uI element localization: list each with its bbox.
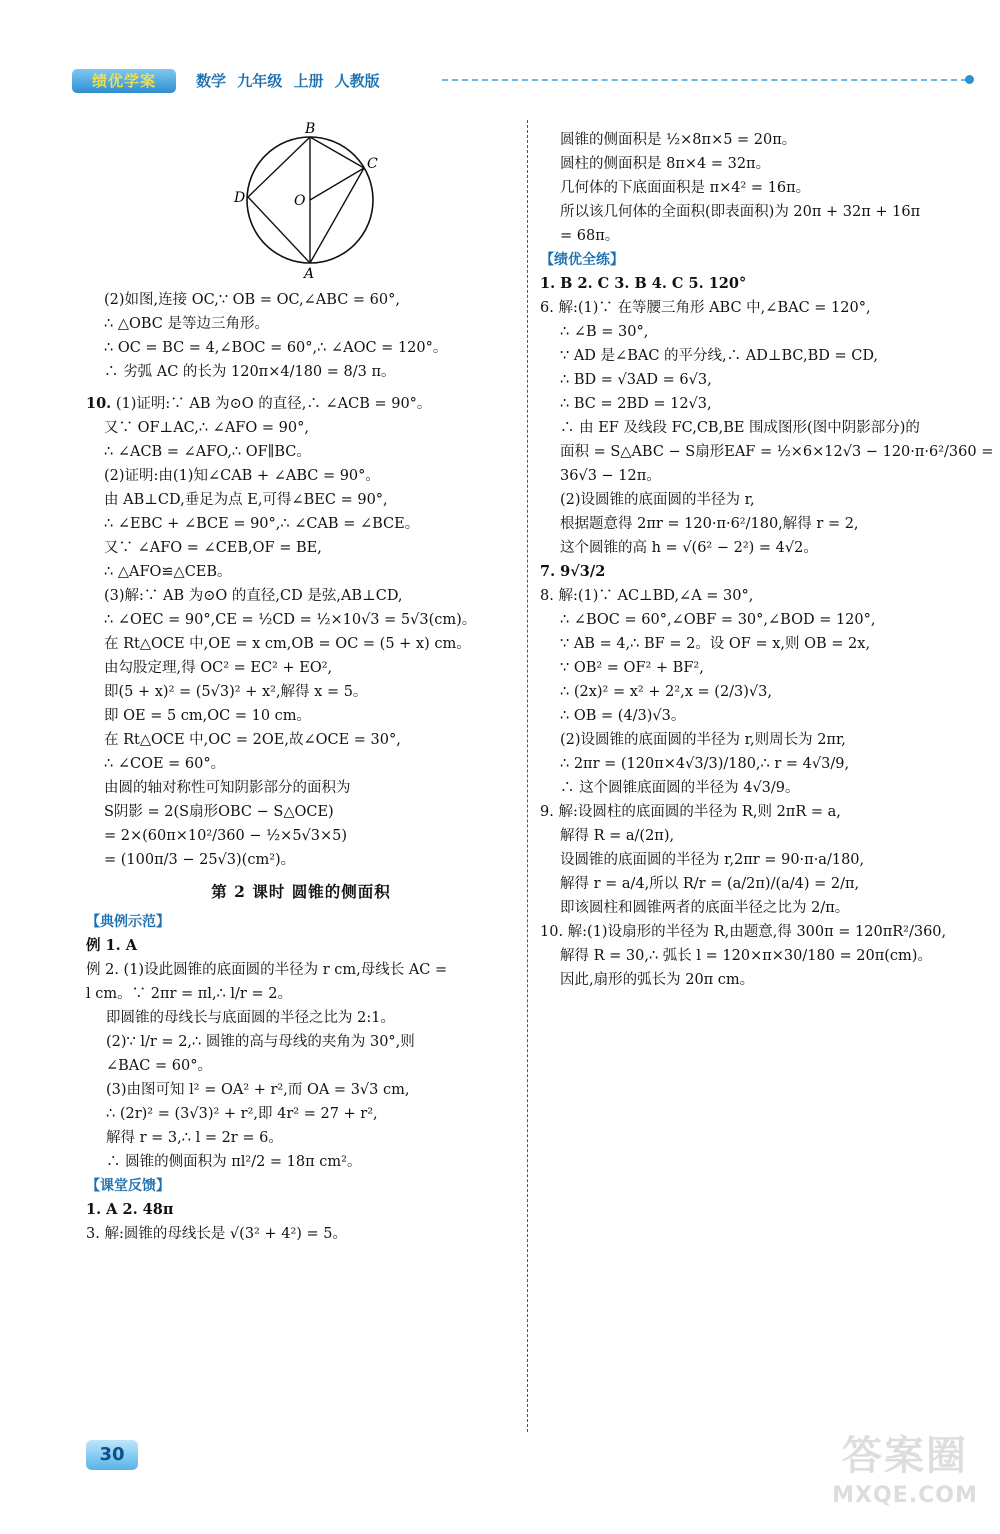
brand-logo: 绩优学案 <box>72 69 176 93</box>
segment-BC <box>310 137 364 168</box>
text-line: l cm。∵ 2πr = πl,∴ l/r = 2。 <box>86 986 292 1002</box>
watermark-url: MXQE.COM <box>832 1483 978 1508</box>
text-line: 由勾股定理,得 OC² = EC² + EO², <box>104 660 333 676</box>
text-line: 解得 r = a/4,所以 R/r = (a/2π)/(a/4) = 2/π, <box>560 876 860 892</box>
text-line: ∴ ∠B = 30°, <box>560 324 649 340</box>
label-C: C <box>367 156 378 172</box>
text-line: 所以该几何体的全面积(即表面积)为 20π + 32π + 16π <box>560 204 921 220</box>
text-line: 即该圆柱和圆锥两者的底面半径之比为 2/π。 <box>560 900 850 916</box>
text-line: (3)由图可知 l² = OA² + r²,而 OA = 3√3 cm, <box>106 1082 410 1098</box>
label-D: D <box>234 190 246 206</box>
header-dashed-line <box>442 79 967 81</box>
text-line: 10. 解:(1)设扇形的半径为 R,由题意,得 300π = 120πR²/360, <box>540 924 947 940</box>
text-line: ∴ (2r)² = (3√3)² + r²,即 4r² = 27 + r², <box>106 1106 378 1122</box>
text-line: 8. 解:(1)∵ AC⊥BD,∠A = 30°, <box>540 588 754 604</box>
tag-examples: 【典例示范】 <box>86 914 170 930</box>
text-line: 由圆的轴对称性可知阴影部分的面积为 <box>104 780 351 796</box>
text-line: ∴ ∠COE = 60°。 <box>104 756 226 772</box>
text-line: 圆锥的侧面积是 ½×8π×5 = 20π。 <box>560 132 797 148</box>
text-line: ∴ 这个圆锥底面圆的半径为 4√3/9。 <box>560 780 800 796</box>
answer-7: 7. 9√3/2 <box>540 563 606 580</box>
text-line: ∴ BC = 2BD = 12√3, <box>560 396 712 412</box>
left-column <box>86 120 516 1246</box>
text-line: 9. 解:设圆柱的底面圆的半径为 R,则 2πR = a, <box>540 804 841 820</box>
header-dot <box>965 75 974 84</box>
watermark-text: 答案圈 <box>842 1433 968 1479</box>
text-line: = 2×(60π×10²/360 − ½×5√3×5) <box>104 828 348 844</box>
text-line: ∴ △AFO≌△CEB。 <box>104 564 232 580</box>
book-title: 数学 九年级 上册 人教版 <box>196 72 380 90</box>
text-line: (3)解:∵ AB 为⊙O 的直径,CD 是弦,AB⊥CD, <box>104 588 403 604</box>
text-line: 由 AB⊥CD,垂足为点 E,可得∠BEC = 90°, <box>104 492 388 508</box>
text-line: 3. 解:圆锥的母线长是 √(3² + 4²) = 5。 <box>86 1226 348 1242</box>
text-span: (1)证明:∵ AB 为⊙O 的直径,∴ ∠ACB = 90°。 <box>115 396 432 412</box>
watermark <box>830 1430 980 1520</box>
text-line: ∴ (2x)² = x² + 2²,x = (2/3)√3, <box>560 684 773 700</box>
text-line: = 68π。 <box>560 228 620 244</box>
text-line: ∴ 劣弧 AC 的长为 120π×4/180 = 8/3 π。 <box>104 364 396 380</box>
text-line: ∴ 圆锥的侧面积为 πl²/2 = 18π cm²。 <box>106 1154 362 1170</box>
text-line: 圆柱的侧面积是 8π×4 = 32π。 <box>560 156 771 172</box>
text-line: 因此,扇形的弧长为 20π cm。 <box>560 972 755 988</box>
tag-feedback: 【课堂反馈】 <box>86 1178 170 1194</box>
text-line: ∵ AB = 4,∴ BF = 2。设 OF = x,则 OB = 2x, <box>560 636 871 652</box>
page-number: 30 <box>86 1440 138 1470</box>
text-line: (2)设圆锥的底面圆的半径为 r, <box>560 492 755 508</box>
circle-figure <box>86 120 516 280</box>
text-line: 例 2. (1)设此圆锥的底面圆的半径为 r cm,母线长 AC = <box>86 962 448 978</box>
answers-1-5: 1. B 2. C 3. B 4. C 5. 120° <box>540 275 747 292</box>
text-line: ∴ 2πr = (120π×4√3/3)/180,∴ r = 4√3/9, <box>560 756 850 772</box>
text-line: 这个圆锥的高 h = √(6² − 2²) = 4√2。 <box>560 540 818 556</box>
text-line: 面积 = S△ABC − S扇形EAF = ½×6×12√3 − 120·π·6²/360 = <box>560 444 994 460</box>
text-line: 几何体的下底面面积是 π×4² = 16π。 <box>560 180 811 196</box>
text-line: 6. 解:(1)∵ 在等腰三角形 ABC 中,∠BAC = 120°, <box>540 300 871 316</box>
label-B: B <box>305 121 316 137</box>
text-line: ∵ OB² = OF² + BF², <box>560 660 704 676</box>
text-line: (2)证明:由(1)知∠CAB + ∠ABC = 90°。 <box>104 468 380 484</box>
question-10-line <box>86 392 516 416</box>
text-line: 即圆锥的母线长与底面圆的半径之比为 2:1。 <box>106 1010 395 1026</box>
text-line: 又∵ OF⊥AC,∴ ∠AFO = 90°, <box>104 420 309 436</box>
text-line: ∴ ∠ACB = ∠AFO,∴ OF∥BC。 <box>104 444 311 460</box>
text-line: 即 OE = 5 cm,OC = 10 cm。 <box>104 708 312 724</box>
text-line: ∴ 由 EF 及线段 FC,CB,BE 围成图形(图中阴影部分)的 <box>560 420 920 436</box>
text-line: ∴ BD = √3AD = 6√3, <box>560 372 712 388</box>
segment-CA <box>310 168 364 263</box>
text-line: 解得 R = 30,∴ 弧长 l = 120×π×30/180 = 20π(cm)。 <box>560 948 932 964</box>
text-line: = (100π/3 − 25√3)(cm²)。 <box>104 852 296 868</box>
right-column <box>540 128 994 992</box>
text-line: 在 Rt△OCE 中,OE = x cm,OB = OC = (5 + x) cm。 <box>104 636 471 652</box>
label-A: A <box>304 266 315 280</box>
section-title: 第 2 课时 圆锥的侧面积 <box>211 882 391 901</box>
text-line: 设圆锥的底面圆的半径为 r,2πr = 90·π·a/180, <box>560 852 865 868</box>
question-number: 10. <box>86 395 112 412</box>
text-line: ∵ AD 是∠BAC 的平分线,∴ AD⊥BC,BD = CD, <box>560 348 879 364</box>
segment-OC <box>310 168 364 200</box>
text-line: ∠BAC = 60°。 <box>106 1058 212 1074</box>
text-line: ∴ ∠EBC + ∠BCE = 90°,∴ ∠CAB = ∠BCE。 <box>104 516 420 532</box>
tag-practice: 【绩优全练】 <box>540 252 624 268</box>
feedback-answers: 1. A 2. 48π <box>86 1201 174 1218</box>
text-line: (2)∵ l/r = 2,∴ 圆锥的高与母线的夹角为 30°,则 <box>106 1034 415 1050</box>
text-line: (2)如图,连接 OC,∵ OB = OC,∠ABC = 60°, <box>104 292 400 308</box>
text-line: 解得 R = a/(2π), <box>560 828 675 844</box>
text-line: ∴ ∠OEC = 90°,CE = ½CD = ½×10√3 = 5√3(cm)。 <box>104 612 477 628</box>
text-line: 在 Rt△OCE 中,OC = 2OE,故∠OCE = 30°, <box>104 732 401 748</box>
text-line: ∴ OB = (4/3)√3。 <box>560 708 686 724</box>
text-line: 即(5 + x)² = (5√3)² + x²,解得 x = 5。 <box>104 684 368 700</box>
text-line: ∴ OC = BC = 4,∠BOC = 60°,∴ ∠AOC = 120°。 <box>104 340 448 356</box>
page-header <box>72 66 977 98</box>
example-1: 例 1. A <box>86 937 137 954</box>
text-line: ∴ △OBC 是等边三角形。 <box>104 316 270 332</box>
text-line: ∴ ∠BOC = 60°,∠OBF = 30°,∠BOD = 120°, <box>560 612 876 628</box>
text-line: S阴影 = 2(S扇形OBC − S△OCE) <box>104 804 334 820</box>
text-line: 36√3 − 12π。 <box>560 468 661 484</box>
label-O: O <box>294 193 306 209</box>
text-line: (2)设圆锥的底面圆的半径为 r,则周长为 2πr, <box>560 732 846 748</box>
text-line: 根据题意得 2πr = 120·π·6²/180,解得 r = 2, <box>560 516 859 532</box>
text-line: 解得 r = 3,∴ l = 2r = 6。 <box>106 1130 283 1146</box>
text-line: 又∵ ∠AFO = ∠CEB,OF = BE, <box>104 540 322 556</box>
column-divider <box>527 120 528 1432</box>
